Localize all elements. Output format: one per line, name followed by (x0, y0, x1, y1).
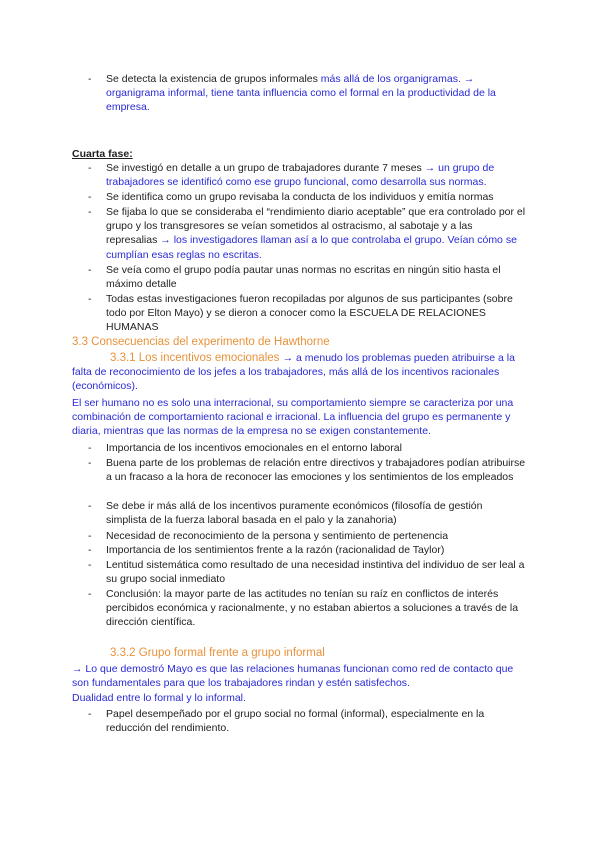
subsection-331 (72, 351, 532, 394)
list-item-text: Conclusión: la mayor parte de las actitudes no tenían su raíz en conflictos de interés percibidos económica y racionalmente, y no estaban abiertos a soluciones a través de la dirección científica. (106, 588, 519, 629)
subsection-title: 3.3.2 Grupo formal frente a grupo informal (110, 647, 325, 659)
list-item-text: Papel desempeñado por el grupo social no formal (informal), especialmente en la reducción del rendimiento. (106, 708, 485, 735)
list-item-text: Lentitud sistemática como resultado de una necesidad instintiva del individuo de ser leal a su grupo social inmediato (106, 559, 525, 586)
list-item-text: Buena parte de los problemas de relación entre directivos y trabajadores podían atribuirse a un fracaso a la hora de reconocer las emociones y los sentimientos de los empleados (106, 457, 526, 484)
list-item-text: Se investigó en detalle a un grupo de trabajadores durante 7 meses (106, 162, 425, 174)
paragraph: → Lo que demostró Mayo es que las relaciones humanas funcionan como red de contacto que son fundamentales para que los trabajadores rindan y estén satisfechos. (72, 663, 514, 690)
list-item-text: Necesidad de reconocimiento de la persona y sentimiento de pertenencia (106, 530, 449, 542)
list-item-text: Se veía como el grupo podía pautar unas normas no escritas en ningún sitio hasta el máximo detalle (106, 264, 501, 291)
subsection-title: 3.3.1 Los incentivos emocionales (110, 352, 283, 364)
section-title: 3.3 Consecuencias del experimento de Hawthorne (72, 336, 330, 348)
bullet-dash: - (88, 73, 92, 85)
paragraph: El ser humano no es solo una interracional, su comportamiento siempre se caracteriza por una combinación de comportamiento racional e irracional. La influencia del grupo es permanente y diaria, mientras que las normas de la empresa no se exigen constantemente. (72, 397, 514, 438)
intro-text: Se detecta la existencia de grupos informales (106, 73, 321, 85)
intro-text-blue: más allá de los organigramas. → organigrama informal, tiene tanta influencia como el formal en la productividad de la empresa. (106, 73, 496, 114)
subsection-text-blue: → a menudo los problemas pueden atribuirse a la falta de reconocimiento de los jefes a los trabajadores, más allá de los incentivos racionales (económicos). (72, 352, 515, 393)
list-item-text-blue: → los investigadores llaman así a lo que controlaba el grupo. Veían cómo se cumplían esas reglas no escritas. (106, 234, 517, 261)
list-item-text: Se debe ir más allá de los incentivos puramente económicos (filosofía de gestión simplista de la fuerza laboral basada en el palo y la zanahoria) (106, 500, 483, 527)
phase4-title: Cuarta fase: (72, 148, 133, 160)
list-item-text: Importancia de los sentimientos frente a la razón (racionalidad de Taylor) (106, 544, 445, 556)
list-item-text: Se fijaba lo que se consideraba el “rendimiento diario aceptable” que era controlado por el grupo y los transgresores se veían sometidos al ostracismo, al sabotaje y a las represalias (106, 206, 526, 247)
paragraph: Dualidad entre lo formal y lo informal. (72, 692, 246, 704)
list-item-text-blue: → un grupo de trabajadores se identificó como ese grupo funcional, como desarrolla sus normas. (106, 162, 495, 189)
list-item-text: Todas estas investigaciones fueron recopiladas por algunos de sus participantes (sobre todo por Elton Mayo) y se dieron a conocer como la ESCUELA DE RELACIONES HUMANAS (106, 293, 513, 334)
list-item-text: Importancia de los incentivos emocionales en el entorno laboral (106, 442, 402, 454)
list-item-text: Se identifica como un grupo revisaba la conducta de los individuos y emitía normas (106, 191, 494, 203)
